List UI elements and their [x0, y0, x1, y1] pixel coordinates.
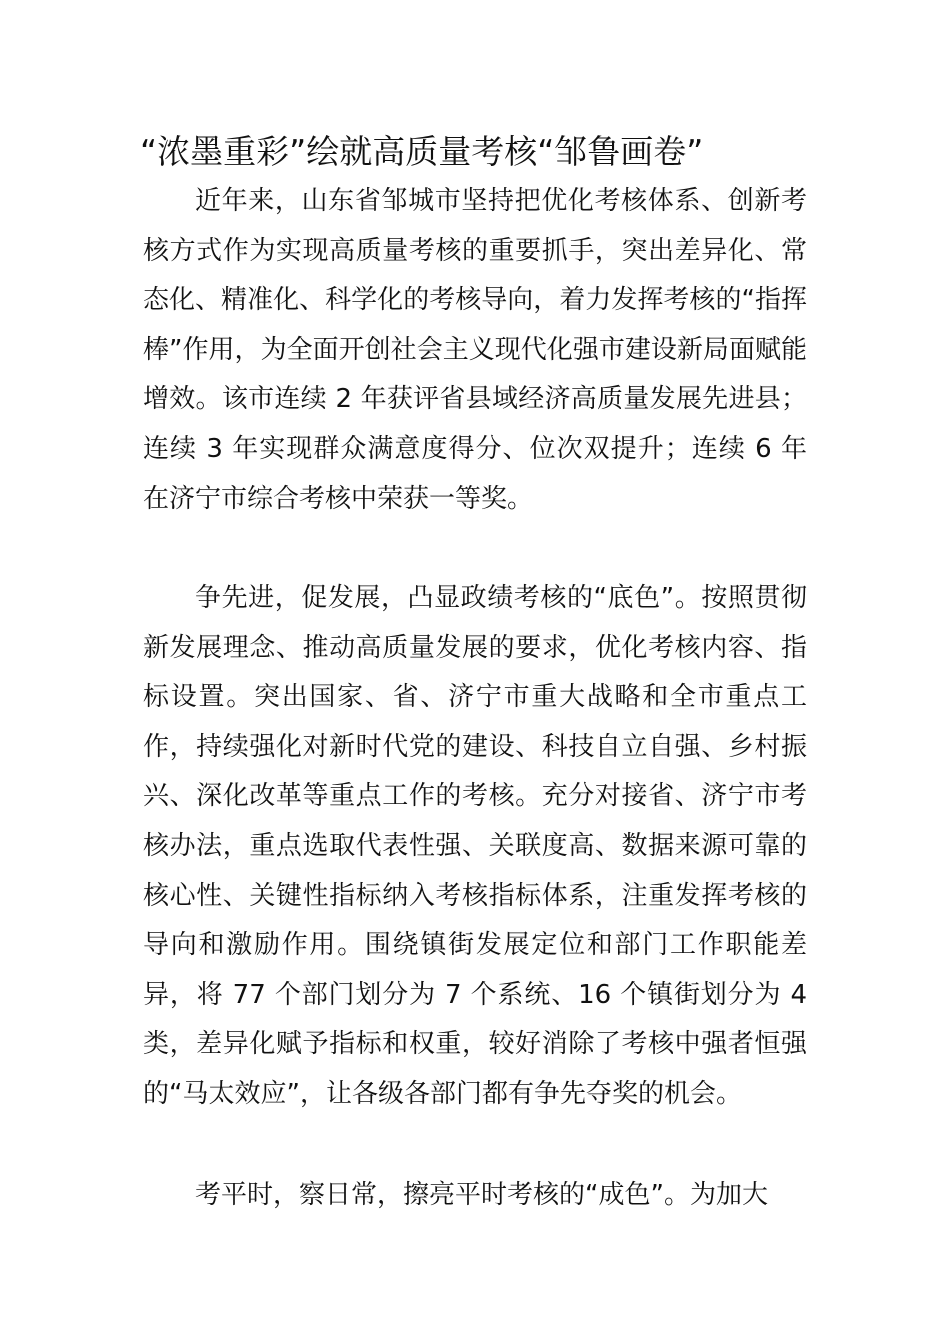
paragraph-performance-assessment: 争先进，促发展，凸显政绩考核的“底色”。按照贯彻新发展理念、推动高质量发展的要求，优化考核内容、指标设置。突出国家、省、济宁市重大战略和全市重点工作，持续强化对新时代党的建设、科技自立自强、乡村振兴、深化改革等重点工作的考核。充分对接省、济宁市考核办法，重点选取代表性强、关联度高、数据来源可靠的核心性、关键性指标纳入考核指标体系，注重发挥考核的导向和激励作用。围绕镇街发展定位和部门工作职能差异，将 77 个部门划分为 7 个系统、16 个镇街划分为 4 类，差异化赋予指标和权重，较好消除了考核中强者恒强的“马太效应”，让各级各部门都有争先夺奖的机会。 — [143, 583, 807, 1109]
paragraph-intro: 近年来，山东省邹城市坚持把优化考核体系、创新考核方式作为实现高质量考核的重要抓手，突出差异化、常态化、精准化、科学化的考核导向，着力发挥考核的“指挥棒”作用，为全面开创社会主义现代化强市建设新局面赋能增效。该市连续 2 年获评省县域经济高质量发展先进县；连续 3 年实现群众满意度得分、位次双提升；连续 6 年在济宁市综合考核中荣获一等奖。 — [143, 186, 807, 514]
document-title: “浓墨重彩”绘就高质量考核“邹鲁画卷” — [140, 132, 704, 171]
paragraph-routine-assessment: 考平时，察日常，擦亮平时考核的“成色”。为加大 — [195, 1180, 768, 1210]
